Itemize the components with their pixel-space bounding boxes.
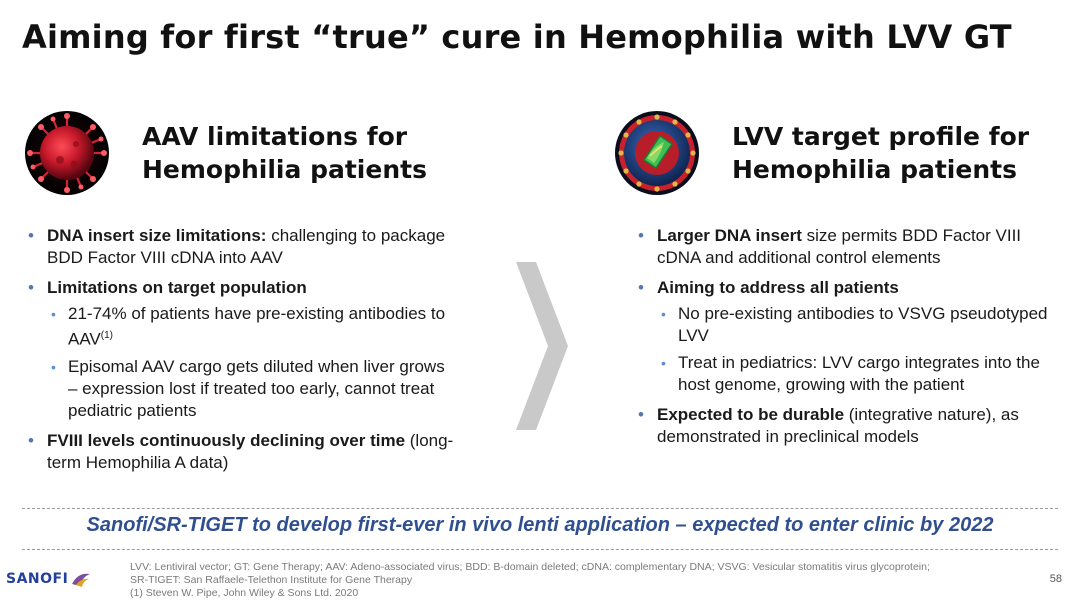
right-heading-line-2: Hemophilia patients [732,155,1017,184]
footnote-line: LVV: Lentiviral vector; GT: Gene Therapy; AAV: Adeno-associated virus; BDD: B-domain deleted; cDNA: complementary DNA; VSVG: Vesicular stomatitis virus glycoprotein; [130,561,930,573]
footnote-line: SR-TIGET: San Raffaele-Telethon Institute for Gene Therapy [130,574,413,586]
left-heading-line-2: Hemophilia patients [142,155,427,184]
key-message-banner: Sanofi/SR-TIGET to develop first-ever in vivo lenti application – expected to enter clinic by 2022 [86,514,994,536]
sub-list-item: • Treat in pediatrics: LVV cargo integrates into the host genome, growing with the patient [657,352,1065,396]
logo-wordmark: SANOFI [6,571,69,587]
chevron-right-icon [512,262,570,430]
sub-list-item: • Episomal AAV cargo gets diluted when liver grows – expression lost if treated too early, cannot treat pediatric patients [47,356,455,422]
right-column-heading [732,120,1029,186]
list-item: • Aiming to address all patients • No pre-existing antibodies to VSVG pseudotyped LVV • Treat in pediatrics: LVV cargo integrates into the host genome, growing with the patient [635,277,1065,396]
list-item: • Limitations on target population • 21-74% of patients have pre-existing antibodies to AAV$^{(1)}$ • Episomal AAV cargo gets diluted when liver grows – expression lost if treated too early, cannot treat pediatric patients [25,277,455,422]
sanofi-bird-logo-icon [70,570,92,588]
sanofi-logo [6,566,92,592]
sub-list-item: • No pre-existing antibodies to VSVG pseudotyped LVV [657,303,1065,347]
banner-bottom-divider [22,549,1058,550]
red-virus-particle-icon [24,110,110,196]
list-item: • Expected to be durable (integrative nature), as demonstrated in preclinical models [635,404,1065,448]
footnotes [130,561,1030,600]
left-heading-line-1: AAV limitations for [142,122,408,151]
list-item: • DNA insert size limitations: challenging to package BDD Factor VIII cDNA into AAV [25,225,455,269]
banner-top-divider [22,508,1058,509]
list-item: • FVIII levels continuously declining over time (long-term Hemophilia A data) [25,430,455,474]
sub-bullet-list [657,303,1065,396]
lentivirus-cross-section-icon [614,110,700,196]
page-number: 58 [1049,573,1062,585]
right-bullet-list [635,225,1065,456]
footnote-line: (1) Steven W. Pipe, John Wiley & Sons Ltd. 2020 [130,587,359,599]
left-column-heading [142,120,427,186]
slide-title: Aiming for first “true” cure in Hemophilia with LVV GT [22,18,1012,56]
left-bullet-list [25,225,455,482]
sub-bullet-list [47,303,455,422]
sub-list-item: • 21-74% of patients have pre-existing antibodies to AAV$^{(1)}$ [47,303,455,351]
list-item: • Larger DNA insert size permits BDD Factor VIII cDNA and additional control elements [635,225,1065,269]
right-heading-line-1: LVV target profile for [732,122,1030,151]
